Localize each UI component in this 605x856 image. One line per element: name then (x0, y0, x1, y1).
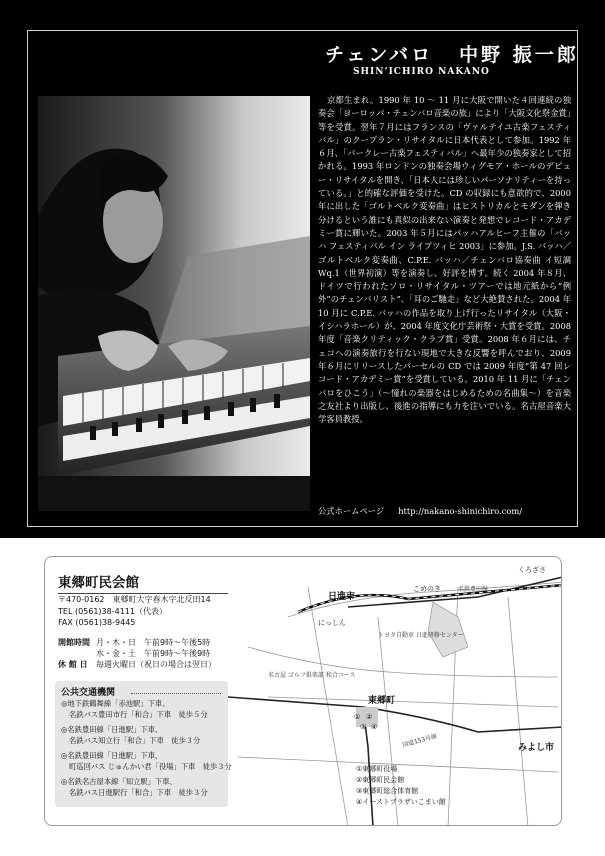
map-marker-4: ④ (371, 723, 378, 731)
map-legend-item: ②東郷町民会館 (356, 776, 405, 784)
map-label-togo-town: 東郷町 (368, 696, 396, 706)
map-label-miyoshi-city: みよし市 (518, 743, 555, 753)
hours-weekday-2: 水・金・土 午前9時～午後9時 (96, 649, 211, 658)
venue-tel: TEL (0561)38-4111（代表） (58, 606, 167, 616)
map-legend-item: ③東郷町総合体育館 (356, 787, 419, 795)
closed-label: 休 館 日 (58, 660, 88, 669)
map-marker-1: ① (354, 713, 361, 721)
hours-label: 開館時間 (58, 638, 90, 647)
homepage-link[interactable]: http://nakano-shinichiro.com/ (398, 506, 522, 516)
venue-name: 東郷町民会館 (58, 571, 228, 594)
transit-title: 公共交通機関 (61, 688, 116, 698)
closed-days: 毎週火曜日（祝日の場合は翌日） (96, 660, 216, 669)
venue-contact (58, 594, 211, 629)
map-label-nisshin-city: 日進市 (328, 592, 356, 602)
map-marker-3: ③ (360, 723, 367, 731)
artist-romaji: SHIN’ICHIRO NAKANO (353, 67, 490, 77)
transit-divider (131, 693, 221, 694)
biography (318, 94, 571, 426)
venue-address: 〒470-0162 東郷町大字春木字北反田14 (58, 595, 211, 604)
access-map (228, 557, 562, 826)
homepage-line (318, 505, 522, 517)
hours-weekday-1: 月・木・日 午前9時～午後5時 (96, 638, 211, 647)
transit-route: ◎地下鉄鶴舞線「赤池駅」下車、 名鉄バス豊田市行「和合」下車 徒歩５分 (61, 699, 208, 719)
transit-box (55, 681, 232, 807)
map-label-railway: 名鉄豊田線 (458, 586, 489, 593)
map-legend-item: ①東郷町役場 (356, 765, 398, 773)
biography-text: 京都生まれ。1990 年 10 ～ 11 月に大阪で開いた４回連続の独奏会「ヨーロッパ・チェンバロ音楽の旅」により「大阪文化祭金賞」等を受賞。翌年７月にはフランスの「ヴァルテイユ古楽フェスティバル」のクープラン・リサイタルに日本代表として参加。1992 年６月、「バークレー古楽フェスティバル」へ最年少の独奏家として招かれる。1993 年ロンドンの独奏会場ウィグモア・ホールのデビュー・リサイタルを開き、「日本人には珍しいパーソナリティーを持っている。」と的確な評価を受けた。CD の収録にも意欲的で、2000 年に出した「ゴルトベルク変奏曲」はヒストリカルとモダンを弾き分けるという誰にも真似の出来ない演奏と発想でレコード・アカデミー賞に輝いた。2003 年５月にはパッハアルヒーフ主催の「バッハ フェスティバル イン ライプツィヒ 2003」に参加。J.S. バッハ／ゴルトベルク変奏曲、C.P.E. バッハ／チェンバロ協奏曲 イ短調 Wq.1（世界初演）等を演奏し、好評を博す。続く 2004 年８月、ドイツで行われたソロ・リサイタル・ツアーでは地元紙から“例外”のチェンバリスト”、「耳のご馳走」など大絶賛された。2004 年 10 月に C.P.E. バッハの作品を取り上げ行ったリサイタル（大阪・イシハラホール）が、2004 年度文化庁芸術祭・大賞を受賞。2008 年度「音楽クリティック・クラブ賞」受賞。2008 年６月には、チェコへの演奏旅行を行ない現地で大きな反響を呼んでおり、2009 年６月にリリースしたパーセルの CD では 2009 年度“第 47 回レコード・アカデミー賞”を受賞している。2010 年 11 月に「チェンバロをひこう」（～憧れの楽器をはじめるための名曲集～）を音楽之友社より出版し、後進の指導にも力を注いでいる。名古屋音楽大学客員教授。 (318, 95, 571, 425)
transit-route: ◎名鉄名古屋本線「知立駅」下車、 名鉄バス日進駅行「和合」下車 徒歩３分 (61, 777, 208, 797)
artist-photo (38, 96, 310, 511)
map-label-route: 国道153号線 (401, 732, 438, 749)
homepage-label: 公式ホームページ (318, 506, 385, 516)
map-label-golf: 名古屋 ゴルフ倶楽部 和合コース (268, 672, 356, 679)
artist-title (325, 40, 579, 67)
artist-name: 中野 振一郎 (459, 44, 579, 66)
map-label-station: にっしん (318, 619, 346, 627)
instrument-label: チェンバロ (325, 44, 434, 66)
map-label-station: こめのき (413, 585, 441, 593)
map-legend-item: ④イーストプラザいこまい館 (356, 798, 446, 806)
venue-hours (58, 637, 216, 670)
map-label-station: くろざさ (518, 566, 546, 574)
transit-route: ◎名鉄豊田線「日進駅」下車、 名鉄バス知立行「和合」下車 徒歩３分 (61, 725, 201, 745)
venue-card (44, 556, 562, 826)
venue-fax: FAX (0561)38-9445 (58, 618, 136, 627)
map-marker-2: ② (366, 713, 373, 721)
map-label-landmark: トヨタ自動車 日進研修センター (378, 632, 464, 639)
transit-route: ◎名鉄豊田線「日進駅」下車、 町巡回バス じゅんかい君「役場」下車 徒歩３分 (61, 751, 232, 771)
